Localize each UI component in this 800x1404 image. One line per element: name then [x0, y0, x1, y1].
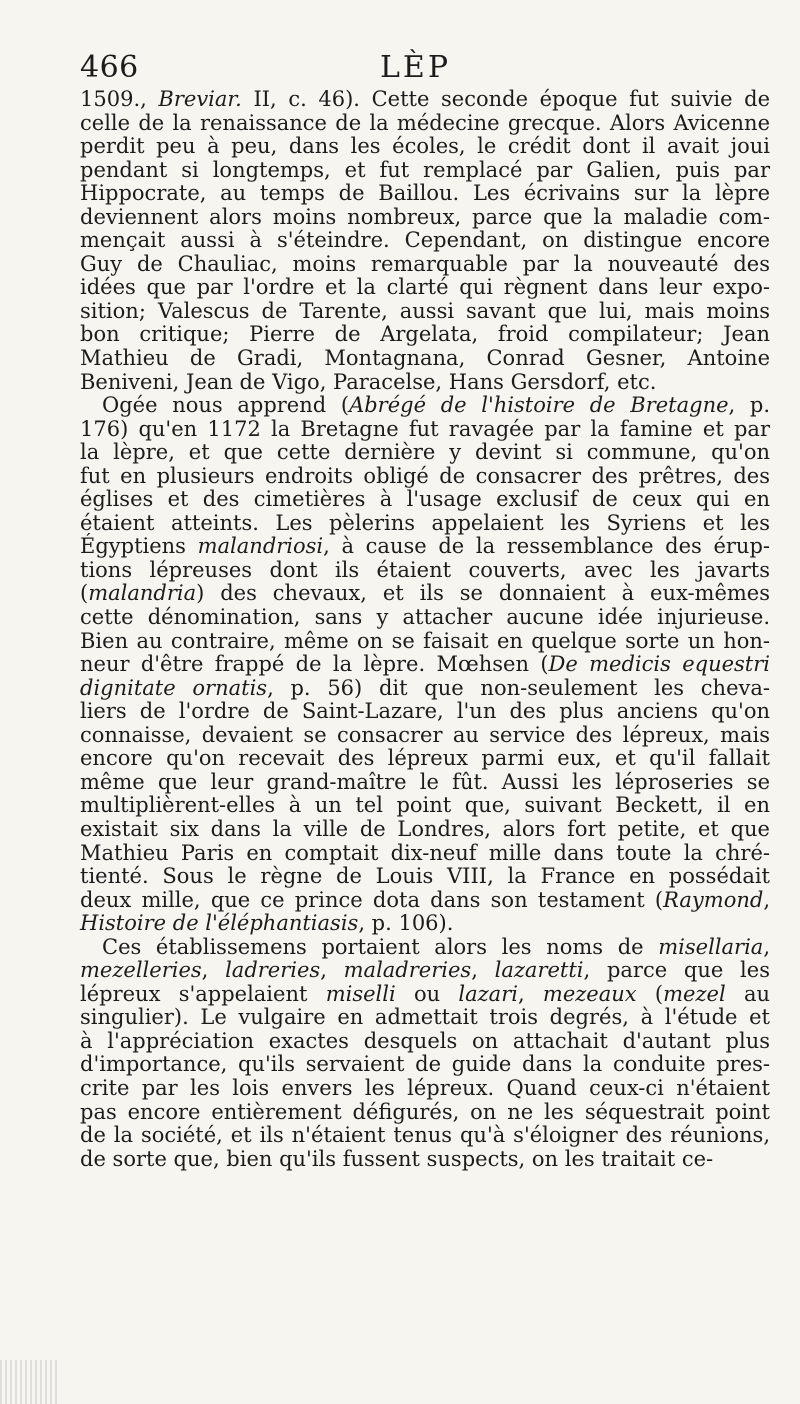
text-line	[80, 959, 770, 983]
text-segment: ,	[320, 958, 344, 983]
text-segment: à l'appréciation exactes desquels on attachait d'autant plus	[80, 1028, 770, 1053]
text-segment: Guy de Chauliac, moins remarquable par la nouveauté des	[80, 251, 770, 276]
text-segment: , p. 106).	[358, 911, 454, 936]
text-line	[80, 794, 770, 818]
text-segment: Bien au contraire, même on se faisait en quelque sorte un hon-	[80, 628, 770, 653]
text-segment: , p. 56) dit que non-seulement les cheva-	[267, 675, 770, 700]
text-segment: étaient atteints. Les pèlerins appelaient les Syriens et les	[80, 510, 770, 535]
text-line	[80, 700, 770, 724]
text-segment: encore qu'on recevait des lépreux parmi eux, et qu'il fallait	[80, 746, 770, 771]
text-segment: pendant si longtemps, et fut remplacé par Galien, puis par	[80, 157, 770, 182]
text-line	[80, 1030, 770, 1054]
text-segment: la lèpre, et que cette dernière y devint si commune, qu'on	[80, 440, 770, 465]
text-line	[80, 394, 770, 418]
text-line	[80, 182, 770, 206]
text-line	[80, 135, 770, 159]
text-line	[80, 465, 770, 489]
text-segment: II, c. 46). Cette seconde époque fut suivie de	[241, 87, 770, 111]
italic-segment: De medicis equestri	[548, 652, 770, 677]
text-segment: deviennent alors moins nombreux, parce que la maladie com-	[80, 204, 770, 229]
text-line	[80, 1101, 770, 1125]
italic-segment: Breviar.	[158, 87, 242, 111]
text-segment: (	[636, 981, 664, 1006]
text-segment: (	[80, 581, 89, 606]
text-segment: ,	[471, 958, 495, 983]
text-segment: sition; Valescus de Tarente, aussi savant que lui, mais moins	[80, 298, 770, 323]
text-line	[80, 865, 770, 889]
text-line	[80, 229, 770, 253]
italic-segment: ladreries	[225, 958, 321, 983]
text-segment: fut en plusieurs endroits obligé de consacrer des prêtres, des	[80, 463, 770, 488]
text-segment: Mathieu de Gradi, Montagnana, Conrad Gesner, Antoine	[80, 346, 770, 371]
text-segment: Ces établissemens portaient alors les noms de	[102, 934, 659, 959]
text-segment: neur d'être frappé de la lèpre. Mœhsen (	[80, 652, 549, 677]
text-segment: ,	[517, 981, 543, 1006]
paragraph	[80, 88, 770, 394]
text-segment: Ogée nous apprend (	[102, 393, 350, 418]
text-segment: 176) qu'en 1172 la Bretagne fut ravagée par la famine et par	[80, 416, 770, 441]
text-line	[80, 1124, 770, 1148]
text-line	[80, 535, 770, 559]
text-line	[80, 1006, 770, 1030]
italic-segment: Raymond	[663, 887, 764, 912]
text-line	[80, 371, 770, 395]
text-segment: existait six dans la ville de Londres, alors fort petite, et que	[80, 816, 770, 841]
text-line	[80, 418, 770, 442]
text-line	[80, 606, 770, 630]
text-segment: ,	[763, 887, 770, 912]
text-segment: mençait aussi à s'éteindre. Cependant, on distingue encore	[80, 228, 770, 253]
text-segment: , p.	[728, 393, 771, 418]
italic-segment: malandriosi	[197, 534, 324, 559]
text-segment: de sorte que, bien qu'ils fussent suspects, on les traitait ce-	[80, 1146, 714, 1171]
text-line	[80, 1077, 770, 1101]
page-edge-shadow	[0, 1360, 60, 1404]
text-line	[80, 630, 770, 654]
text-segment: perdit peu à peu, dans les écoles, le crédit dont il avait joui	[80, 134, 770, 159]
text-line	[80, 347, 770, 371]
text-line	[80, 441, 770, 465]
text-segment: celle de la renaissance de la médecine grecque. Alors Avicenne	[80, 110, 770, 135]
text-line	[80, 889, 770, 913]
text-segment: lépreux s'appelaient	[80, 981, 326, 1006]
text-segment: églises et des cimetières à l'usage exclusif de ceux qui en	[80, 487, 770, 512]
italic-segment: maladreries	[343, 958, 472, 983]
text-line	[80, 159, 770, 183]
running-title: LÈP	[380, 50, 452, 85]
text-line	[80, 206, 770, 230]
text-line	[80, 559, 770, 583]
italic-segment: lazaretti	[494, 958, 584, 983]
text-segment: bon critique; Pierre de Argelata, froid compilateur; Jean	[80, 322, 770, 347]
italic-segment: malandria	[88, 581, 197, 606]
text-line	[80, 112, 770, 136]
text-segment: , parce que les	[583, 958, 770, 983]
italic-segment: dignitate ornatis	[80, 675, 268, 700]
text-line	[80, 983, 770, 1007]
text-segment: tienté. Sous le règne de Louis VIII, la France en possédait	[80, 864, 770, 889]
text-segment: 1509.,	[80, 87, 159, 111]
text-line	[80, 582, 770, 606]
page-number: 466	[80, 50, 139, 85]
paragraph	[80, 394, 770, 936]
text-segment: pas encore entièrement défigurés, on ne les séquestrait point	[80, 1099, 770, 1124]
paragraph	[80, 936, 770, 1171]
text-segment: deux mille, que ce prince dota dans son testament (	[80, 887, 664, 912]
italic-segment: Abrégé de l'histoire de Bretagne	[349, 393, 729, 418]
text-line	[80, 88, 770, 112]
text-line	[80, 300, 770, 324]
italic-segment: mezel	[663, 981, 726, 1006]
italic-segment: lazari	[458, 981, 518, 1006]
text-segment: Égyptiens	[80, 534, 198, 559]
text-segment: Hippocrate, au temps de Baillou. Les écrivains sur la lèpre	[80, 181, 770, 206]
text-segment: ,	[201, 958, 226, 983]
italic-segment: mezelleries	[80, 958, 202, 983]
text-segment: multiplièrent-elles à un tel point que, suivant Beckett, il en	[80, 793, 770, 818]
text-line	[80, 771, 770, 795]
text-line	[80, 276, 770, 300]
text-line	[80, 323, 770, 347]
text-segment: ou	[395, 981, 459, 1006]
text-segment: cette dénomination, sans y attacher aucune idée injurieuse.	[80, 605, 770, 630]
text-line	[80, 512, 770, 536]
text-line	[80, 912, 770, 936]
text-segment: ,	[763, 934, 770, 959]
text-segment: idées que par l'ordre et la clarté qui règnent dans leur expo-	[80, 275, 770, 300]
text-line	[80, 1148, 770, 1172]
text-segment: crite par les lois envers les lépreux. Quand ceux-ci n'étaient	[80, 1075, 770, 1100]
text-segment: ) des chevaux, et ils se donnaient à eux-mêmes	[196, 581, 770, 606]
text-line	[80, 842, 770, 866]
text-line	[80, 253, 770, 277]
italic-segment: miselli	[325, 981, 396, 1006]
text-segment: même que leur grand-maître le fût. Aussi les léproseries se	[80, 769, 770, 794]
text-segment: au	[725, 981, 770, 1006]
text-segment: , à cause de la ressemblance des érup-	[323, 534, 770, 559]
italic-segment: mezeaux	[542, 981, 637, 1006]
text-line	[80, 747, 770, 771]
text-line	[80, 936, 770, 960]
text-segment: Mathieu Paris en comptait dix-neuf mille dans toute la chré-	[80, 840, 770, 865]
text-line	[80, 488, 770, 512]
text-segment: d'importance, qu'ils servaient de guide dans la conduite pres-	[80, 1052, 770, 1077]
italic-segment: Histoire de l'éléphantiasis	[80, 911, 359, 936]
text-segment: liers de l'ordre de Saint-Lazare, l'un des plus anciens qu'on	[80, 699, 770, 724]
body-text	[80, 88, 770, 1171]
text-line	[80, 1053, 770, 1077]
text-segment: tions lépreuses dont ils étaient couverts, avec les javarts	[80, 557, 770, 582]
text-line	[80, 653, 770, 677]
text-segment: singulier). Le vulgaire en admettait trois degrés, à l'étude et	[80, 1005, 770, 1030]
text-segment: Beniveni, Jean de Vigo, Paracelse, Hans Gersdorf, etc.	[80, 369, 657, 394]
text-segment: de la société, et ils n'étaient tenus qu'à s'éloigner des réunions,	[80, 1123, 770, 1148]
text-segment: connaisse, devaient se consacrer au service des lépreux, mais	[80, 722, 770, 747]
running-head	[80, 50, 770, 90]
text-line	[80, 724, 770, 748]
text-line	[80, 677, 770, 701]
text-line	[80, 818, 770, 842]
italic-segment: misellaria	[658, 934, 764, 959]
